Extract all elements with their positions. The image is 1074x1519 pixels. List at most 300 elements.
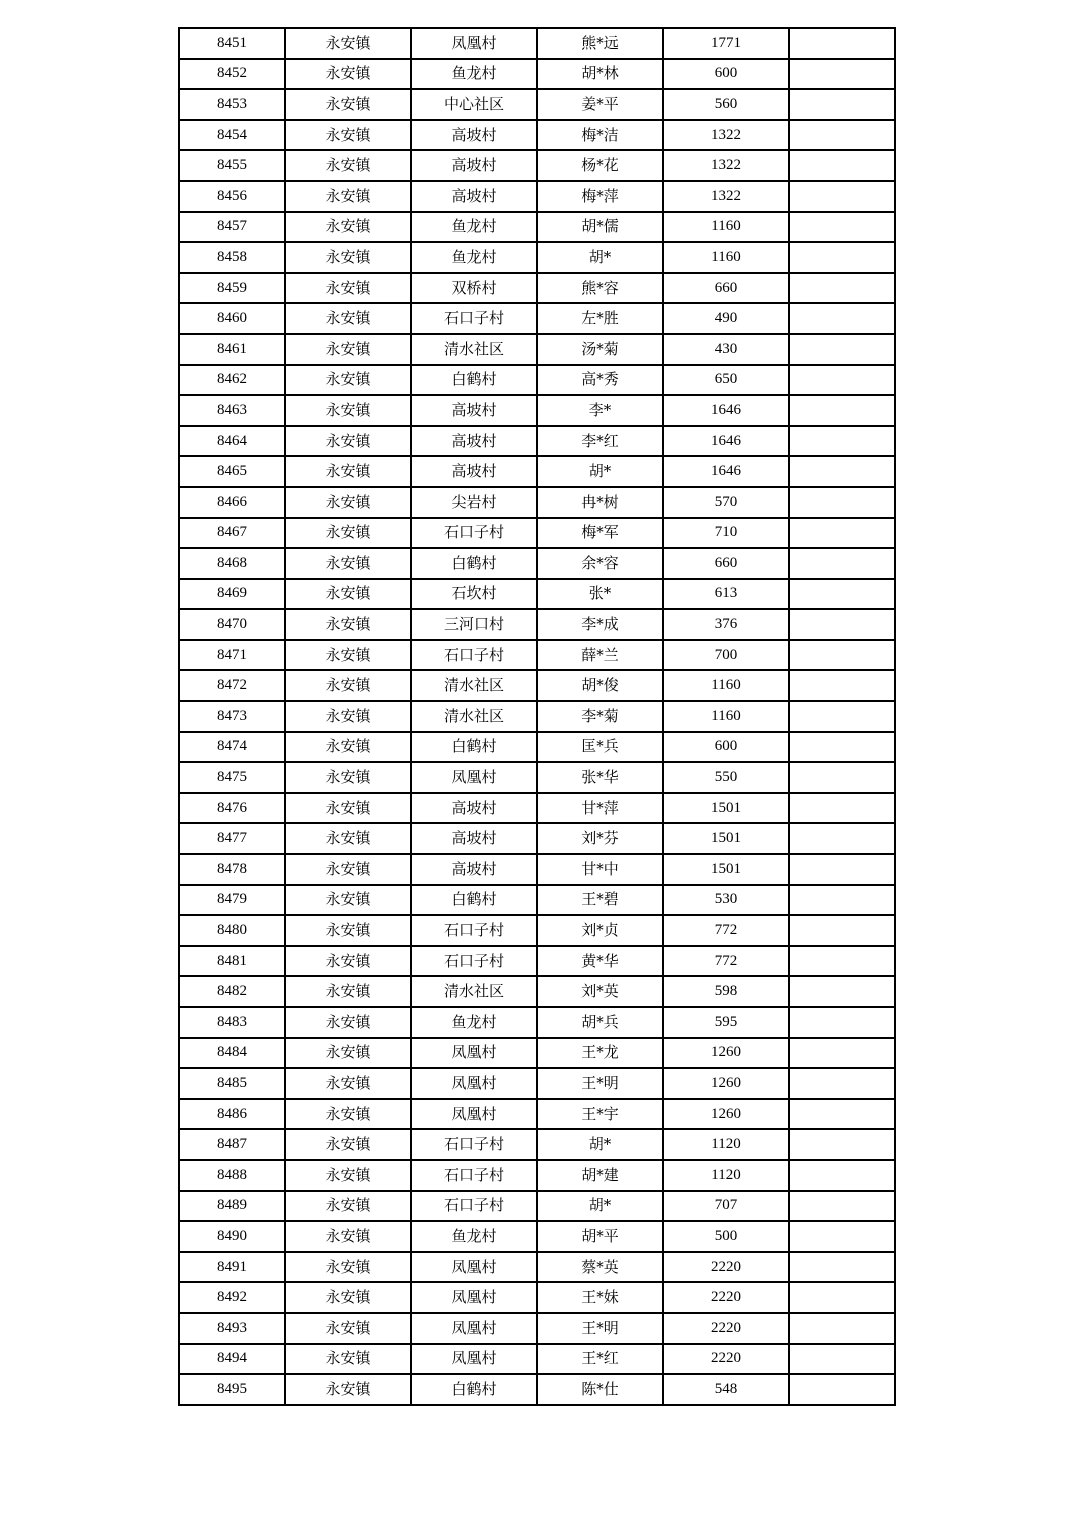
town-cell: 永安镇 (285, 1191, 411, 1222)
village-cell: 石口子村 (411, 1129, 537, 1160)
table-row (179, 518, 895, 549)
town-cell: 永安镇 (285, 456, 411, 487)
amount-cell: 2220 (663, 1313, 789, 1344)
amount-cell: 550 (663, 762, 789, 793)
table-row (179, 303, 895, 334)
name-cell: 李*菊 (537, 701, 663, 732)
table-row (179, 28, 895, 59)
table-row (179, 1313, 895, 1344)
amount-cell: 560 (663, 89, 789, 120)
name-cell: 李* (537, 395, 663, 426)
row-number-cell: 8471 (179, 640, 285, 671)
town-cell: 永安镇 (285, 120, 411, 151)
name-cell: 薛*兰 (537, 640, 663, 671)
remark-cell (789, 1221, 895, 1252)
village-cell: 凤凰村 (411, 1099, 537, 1130)
remark-cell (789, 181, 895, 212)
town-cell: 永安镇 (285, 1344, 411, 1375)
village-cell: 高坡村 (411, 793, 537, 824)
village-cell: 凤凰村 (411, 1038, 537, 1069)
row-number-cell: 8460 (179, 303, 285, 334)
name-cell: 余*容 (537, 548, 663, 579)
name-cell: 王*宇 (537, 1099, 663, 1130)
name-cell: 高*秀 (537, 365, 663, 396)
village-cell: 高坡村 (411, 181, 537, 212)
amount-cell: 1260 (663, 1038, 789, 1069)
village-cell: 石口子村 (411, 640, 537, 671)
row-number-cell: 8489 (179, 1191, 285, 1222)
table-row (179, 487, 895, 518)
name-cell: 姜*平 (537, 89, 663, 120)
remark-cell (789, 1282, 895, 1313)
village-cell: 石口子村 (411, 946, 537, 977)
name-cell: 胡* (537, 1191, 663, 1222)
name-cell: 胡*平 (537, 1221, 663, 1252)
remark-cell (789, 365, 895, 396)
town-cell: 永安镇 (285, 1068, 411, 1099)
table-row (179, 1252, 895, 1283)
table-row (179, 1344, 895, 1375)
table-row (179, 579, 895, 610)
village-cell: 鱼龙村 (411, 1007, 537, 1038)
town-cell: 永安镇 (285, 1038, 411, 1069)
row-number-cell: 8453 (179, 89, 285, 120)
town-cell: 永安镇 (285, 793, 411, 824)
name-cell: 刘*芬 (537, 823, 663, 854)
table-row (179, 548, 895, 579)
village-cell: 石口子村 (411, 518, 537, 549)
town-cell: 永安镇 (285, 303, 411, 334)
amount-cell: 2220 (663, 1252, 789, 1283)
name-cell: 胡* (537, 1129, 663, 1160)
town-cell: 永安镇 (285, 854, 411, 885)
table-row (179, 334, 895, 365)
table-row (179, 640, 895, 671)
village-cell: 鱼龙村 (411, 212, 537, 243)
name-cell: 甘*萍 (537, 793, 663, 824)
row-number-cell: 8478 (179, 854, 285, 885)
remark-cell (789, 242, 895, 273)
amount-cell: 1646 (663, 456, 789, 487)
town-cell: 永安镇 (285, 365, 411, 396)
remark-cell (789, 1191, 895, 1222)
amount-cell: 1501 (663, 823, 789, 854)
table-row (179, 670, 895, 701)
village-cell: 凤凰村 (411, 1252, 537, 1283)
row-number-cell: 8481 (179, 946, 285, 977)
row-number-cell: 8470 (179, 609, 285, 640)
name-cell: 汤*菊 (537, 334, 663, 365)
town-cell: 永安镇 (285, 823, 411, 854)
table-row (179, 59, 895, 90)
village-cell: 高坡村 (411, 823, 537, 854)
table-row (179, 823, 895, 854)
amount-cell: 1120 (663, 1129, 789, 1160)
remark-cell (789, 823, 895, 854)
row-number-cell: 8486 (179, 1099, 285, 1130)
village-cell: 鱼龙村 (411, 242, 537, 273)
remark-cell (789, 1344, 895, 1375)
name-cell: 李*成 (537, 609, 663, 640)
table-row (179, 426, 895, 457)
town-cell: 永安镇 (285, 609, 411, 640)
table-row (179, 701, 895, 732)
amount-cell: 1646 (663, 426, 789, 457)
name-cell: 黄*华 (537, 946, 663, 977)
remark-cell (789, 1129, 895, 1160)
name-cell: 甘*中 (537, 854, 663, 885)
table-row (179, 242, 895, 273)
town-cell: 永安镇 (285, 762, 411, 793)
row-number-cell: 8485 (179, 1068, 285, 1099)
amount-cell: 376 (663, 609, 789, 640)
name-cell: 胡*建 (537, 1160, 663, 1191)
amount-cell: 613 (663, 579, 789, 610)
amount-cell: 1501 (663, 854, 789, 885)
amount-cell: 1260 (663, 1068, 789, 1099)
name-cell: 王*红 (537, 1344, 663, 1375)
amount-cell: 1322 (663, 181, 789, 212)
town-cell: 永安镇 (285, 1160, 411, 1191)
town-cell: 永安镇 (285, 487, 411, 518)
table-row (179, 1221, 895, 1252)
row-number-cell: 8483 (179, 1007, 285, 1038)
row-number-cell: 8479 (179, 885, 285, 916)
row-number-cell: 8457 (179, 212, 285, 243)
row-number-cell: 8451 (179, 28, 285, 59)
village-cell: 高坡村 (411, 120, 537, 151)
remark-cell (789, 1068, 895, 1099)
remark-cell (789, 1252, 895, 1283)
remark-cell (789, 579, 895, 610)
remark-cell (789, 640, 895, 671)
amount-cell: 700 (663, 640, 789, 671)
town-cell: 永安镇 (285, 701, 411, 732)
remark-cell (789, 212, 895, 243)
table-row (179, 456, 895, 487)
table-row (179, 1007, 895, 1038)
remark-cell (789, 885, 895, 916)
amount-cell: 490 (663, 303, 789, 334)
town-cell: 永安镇 (285, 976, 411, 1007)
town-cell: 永安镇 (285, 579, 411, 610)
name-cell: 胡*兵 (537, 1007, 663, 1038)
village-cell: 鱼龙村 (411, 59, 537, 90)
table-row (179, 609, 895, 640)
town-cell: 永安镇 (285, 946, 411, 977)
village-cell: 白鹤村 (411, 548, 537, 579)
remark-cell (789, 1099, 895, 1130)
name-cell: 张*华 (537, 762, 663, 793)
town-cell: 永安镇 (285, 212, 411, 243)
data-table (178, 27, 896, 1406)
remark-cell (789, 1160, 895, 1191)
row-number-cell: 8462 (179, 365, 285, 396)
row-number-cell: 8475 (179, 762, 285, 793)
amount-cell: 660 (663, 548, 789, 579)
remark-cell (789, 150, 895, 181)
table-row (179, 915, 895, 946)
village-cell: 石坎村 (411, 579, 537, 610)
row-number-cell: 8458 (179, 242, 285, 273)
table-row (179, 1129, 895, 1160)
remark-cell (789, 334, 895, 365)
row-number-cell: 8491 (179, 1252, 285, 1283)
remark-cell (789, 303, 895, 334)
remark-cell (789, 395, 895, 426)
village-cell: 高坡村 (411, 426, 537, 457)
amount-cell: 600 (663, 59, 789, 90)
table-row (179, 1374, 895, 1405)
town-cell: 永安镇 (285, 548, 411, 579)
row-number-cell: 8465 (179, 456, 285, 487)
remark-cell (789, 426, 895, 457)
row-number-cell: 8488 (179, 1160, 285, 1191)
town-cell: 永安镇 (285, 1252, 411, 1283)
remark-cell (789, 487, 895, 518)
table-row (179, 885, 895, 916)
table-row (179, 1038, 895, 1069)
name-cell: 张* (537, 579, 663, 610)
village-cell: 清水社区 (411, 670, 537, 701)
village-cell: 高坡村 (411, 854, 537, 885)
village-cell: 高坡村 (411, 395, 537, 426)
row-number-cell: 8490 (179, 1221, 285, 1252)
row-number-cell: 8456 (179, 181, 285, 212)
table-row (179, 1282, 895, 1313)
village-cell: 清水社区 (411, 976, 537, 1007)
row-number-cell: 8484 (179, 1038, 285, 1069)
row-number-cell: 8459 (179, 273, 285, 304)
name-cell: 蔡*英 (537, 1252, 663, 1283)
village-cell: 凤凰村 (411, 1282, 537, 1313)
town-cell: 永安镇 (285, 1129, 411, 1160)
name-cell: 王*明 (537, 1313, 663, 1344)
amount-cell: 650 (663, 365, 789, 396)
amount-cell: 548 (663, 1374, 789, 1405)
town-cell: 永安镇 (285, 59, 411, 90)
village-cell: 三河口村 (411, 609, 537, 640)
town-cell: 永安镇 (285, 1313, 411, 1344)
town-cell: 永安镇 (285, 395, 411, 426)
table-row (179, 89, 895, 120)
name-cell: 胡* (537, 242, 663, 273)
village-cell: 尖岩村 (411, 487, 537, 518)
amount-cell: 1322 (663, 120, 789, 151)
row-number-cell: 8466 (179, 487, 285, 518)
name-cell: 王*龙 (537, 1038, 663, 1069)
amount-cell: 598 (663, 976, 789, 1007)
amount-cell: 1322 (663, 150, 789, 181)
village-cell: 凤凰村 (411, 28, 537, 59)
village-cell: 清水社区 (411, 334, 537, 365)
name-cell: 匡*兵 (537, 732, 663, 763)
town-cell: 永安镇 (285, 518, 411, 549)
row-number-cell: 8472 (179, 670, 285, 701)
town-cell: 永安镇 (285, 640, 411, 671)
amount-cell: 710 (663, 518, 789, 549)
table-row (179, 793, 895, 824)
village-cell: 凤凰村 (411, 762, 537, 793)
amount-cell: 1120 (663, 1160, 789, 1191)
table-row (179, 395, 895, 426)
remark-cell (789, 701, 895, 732)
row-number-cell: 8476 (179, 793, 285, 824)
amount-cell: 2220 (663, 1282, 789, 1313)
remark-cell (789, 59, 895, 90)
table-row (179, 1160, 895, 1191)
town-cell: 永安镇 (285, 885, 411, 916)
amount-cell: 595 (663, 1007, 789, 1038)
remark-cell (789, 456, 895, 487)
town-cell: 永安镇 (285, 1374, 411, 1405)
remark-cell (789, 518, 895, 549)
village-cell: 中心社区 (411, 89, 537, 120)
name-cell: 胡*林 (537, 59, 663, 90)
village-cell: 双桥村 (411, 273, 537, 304)
table-row (179, 181, 895, 212)
name-cell: 熊*远 (537, 28, 663, 59)
town-cell: 永安镇 (285, 732, 411, 763)
name-cell: 陈*仕 (537, 1374, 663, 1405)
remark-cell (789, 732, 895, 763)
name-cell: 王*碧 (537, 885, 663, 916)
village-cell: 石口子村 (411, 915, 537, 946)
village-cell: 石口子村 (411, 1160, 537, 1191)
remark-cell (789, 273, 895, 304)
amount-cell: 430 (663, 334, 789, 365)
name-cell: 胡*俊 (537, 670, 663, 701)
remark-cell (789, 915, 895, 946)
village-cell: 凤凰村 (411, 1313, 537, 1344)
remark-cell (789, 609, 895, 640)
row-number-cell: 8487 (179, 1129, 285, 1160)
amount-cell: 570 (663, 487, 789, 518)
amount-cell: 1646 (663, 395, 789, 426)
town-cell: 永安镇 (285, 1099, 411, 1130)
remark-cell (789, 120, 895, 151)
village-cell: 清水社区 (411, 701, 537, 732)
name-cell: 胡* (537, 456, 663, 487)
village-cell: 凤凰村 (411, 1344, 537, 1375)
amount-cell: 500 (663, 1221, 789, 1252)
name-cell: 胡*儒 (537, 212, 663, 243)
row-number-cell: 8477 (179, 823, 285, 854)
town-cell: 永安镇 (285, 1282, 411, 1313)
amount-cell: 1160 (663, 242, 789, 273)
row-number-cell: 8473 (179, 701, 285, 732)
amount-cell: 530 (663, 885, 789, 916)
amount-cell: 772 (663, 946, 789, 977)
table-row (179, 120, 895, 151)
name-cell: 王*妹 (537, 1282, 663, 1313)
remark-cell (789, 1374, 895, 1405)
remark-cell (789, 1313, 895, 1344)
table-row (179, 1068, 895, 1099)
village-cell: 高坡村 (411, 456, 537, 487)
table-row (179, 212, 895, 243)
name-cell: 熊*容 (537, 273, 663, 304)
row-number-cell: 8468 (179, 548, 285, 579)
name-cell: 杨*花 (537, 150, 663, 181)
village-cell: 白鹤村 (411, 1374, 537, 1405)
remark-cell (789, 89, 895, 120)
name-cell: 刘*英 (537, 976, 663, 1007)
name-cell: 李*红 (537, 426, 663, 457)
row-number-cell: 8493 (179, 1313, 285, 1344)
amount-cell: 660 (663, 273, 789, 304)
row-number-cell: 8455 (179, 150, 285, 181)
town-cell: 永安镇 (285, 1007, 411, 1038)
row-number-cell: 8480 (179, 915, 285, 946)
table-row (179, 365, 895, 396)
town-cell: 永安镇 (285, 915, 411, 946)
remark-cell (789, 976, 895, 1007)
table-row (179, 946, 895, 977)
table-row (179, 273, 895, 304)
table-row (179, 854, 895, 885)
table-row (179, 1191, 895, 1222)
table-body (179, 28, 895, 1405)
remark-cell (789, 670, 895, 701)
row-number-cell: 8452 (179, 59, 285, 90)
remark-cell (789, 28, 895, 59)
village-cell: 白鹤村 (411, 732, 537, 763)
amount-cell: 1260 (663, 1099, 789, 1130)
name-cell: 左*胜 (537, 303, 663, 334)
amount-cell: 1771 (663, 28, 789, 59)
row-number-cell: 8482 (179, 976, 285, 1007)
remark-cell (789, 548, 895, 579)
row-number-cell: 8469 (179, 579, 285, 610)
town-cell: 永安镇 (285, 1221, 411, 1252)
table-row (179, 976, 895, 1007)
row-number-cell: 8461 (179, 334, 285, 365)
row-number-cell: 8454 (179, 120, 285, 151)
row-number-cell: 8495 (179, 1374, 285, 1405)
row-number-cell: 8463 (179, 395, 285, 426)
town-cell: 永安镇 (285, 334, 411, 365)
remark-cell (789, 1007, 895, 1038)
remark-cell (789, 762, 895, 793)
table-row (179, 1099, 895, 1130)
town-cell: 永安镇 (285, 181, 411, 212)
remark-cell (789, 854, 895, 885)
village-cell: 凤凰村 (411, 1068, 537, 1099)
town-cell: 永安镇 (285, 670, 411, 701)
table-row (179, 150, 895, 181)
row-number-cell: 8464 (179, 426, 285, 457)
table-row (179, 732, 895, 763)
town-cell: 永安镇 (285, 28, 411, 59)
remark-cell (789, 793, 895, 824)
row-number-cell: 8492 (179, 1282, 285, 1313)
village-cell: 石口子村 (411, 1191, 537, 1222)
town-cell: 永安镇 (285, 273, 411, 304)
town-cell: 永安镇 (285, 89, 411, 120)
row-number-cell: 8467 (179, 518, 285, 549)
name-cell: 王*明 (537, 1068, 663, 1099)
amount-cell: 600 (663, 732, 789, 763)
amount-cell: 2220 (663, 1344, 789, 1375)
table-row (179, 762, 895, 793)
amount-cell: 1160 (663, 212, 789, 243)
village-cell: 鱼龙村 (411, 1221, 537, 1252)
remark-cell (789, 1038, 895, 1069)
row-number-cell: 8494 (179, 1344, 285, 1375)
row-number-cell: 8474 (179, 732, 285, 763)
village-cell: 高坡村 (411, 150, 537, 181)
